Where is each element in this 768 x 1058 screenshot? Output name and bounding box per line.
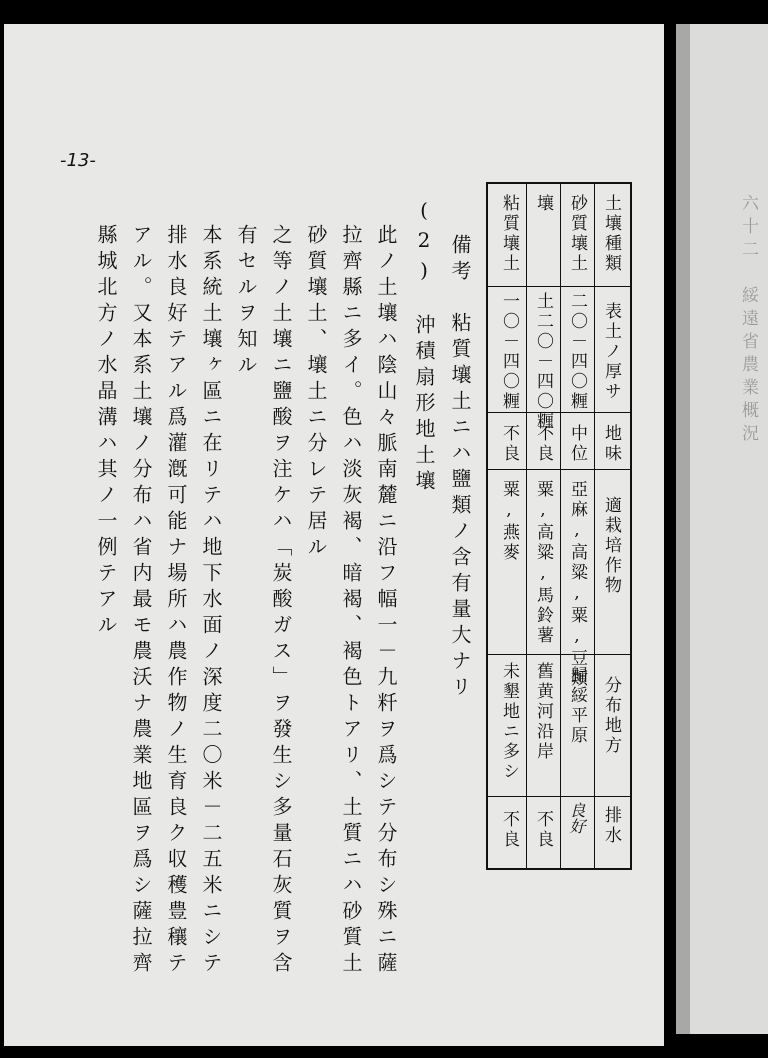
row3-region: 未墾地ニ多シ: [499, 662, 519, 782]
row2-quality: 不良: [533, 424, 553, 464]
row2-region: 舊黄河沿岸: [533, 662, 553, 762]
row3-crops: 粟,燕麥: [499, 480, 519, 563]
row1-crops: 亞麻,高粱,粟,豆類: [567, 480, 587, 689]
body-line-9: 縣城北方ノ水晶溝ハ其ノ一例テアル: [94, 224, 118, 640]
row3-quality: 不良: [499, 424, 519, 464]
body-line-2: 拉齊縣ニ多イ。色ハ淡灰褐、暗褐、褐色トアリ、土質ニハ砂質土: [339, 224, 363, 978]
page-number: -13-: [60, 150, 96, 171]
body-line-5: 有セルヲ知ル: [234, 224, 258, 380]
row3-thickness: 一〇－四〇糎: [499, 292, 519, 412]
body-line-6: 本系統土壤ヶ區ニ在リテハ地下水面ノ深度二〇米－二五米ニシテ: [199, 224, 223, 978]
body-line-4: 之等ノ土壤ニ鹽酸ヲ注ケハ「炭酸ガス」ヲ發生シ多量石灰質ヲ含: [269, 224, 293, 978]
row2-crops: 粟,高粱,馬鈴薯: [533, 480, 553, 646]
page-fold: [676, 24, 690, 1034]
facing-page-text: 六十二 綏遠省農業概況: [738, 194, 758, 447]
row2-drainage: 不良: [533, 810, 553, 850]
body-line-3: 砂質壤土、壤土ニ分レテ居ル: [304, 224, 328, 562]
row1-drainage: 良好: [567, 802, 586, 834]
row3-soil: 粘質壤土: [499, 194, 519, 274]
header-region: 分布地方: [601, 676, 621, 756]
facing-page-edge: [676, 24, 768, 1034]
row1-thickness: 二〇－四〇糎: [567, 292, 587, 412]
row1-quality: 中位: [567, 424, 587, 464]
body-line-7: 排水良好テアル爲灌漑可能ナ場所ハ農作物ノ生育良ク収穫豊穰テ: [164, 224, 188, 978]
table-remark: 備考 粘質壤土ニハ鹽類ノ含有量大ナリ: [448, 234, 472, 702]
soil-table: [486, 182, 632, 870]
body-line-8: アル。又本系土壤ノ分布ハ省内最モ農沃ナ農業地區ヲ爲シ薩拉齊: [129, 224, 153, 978]
header-drainage: 排水: [601, 806, 621, 846]
row1-region: 歸綏平原: [567, 666, 587, 746]
header-crops: 適栽培作物: [601, 496, 621, 596]
header-soil-type: 土壤種類: [601, 194, 621, 274]
row2-soil: 壤: [533, 194, 553, 214]
body-line-1: 此ノ土壤ハ陰山々脈南麓ニ沿フ幅一－九粁ヲ爲シテ分布シ殊ニ薩: [374, 224, 398, 978]
row3-drainage: 不良: [499, 810, 519, 850]
row1-soil: 砂質壤土: [567, 194, 587, 274]
row2-thickness: 土二〇－四〇糎: [533, 292, 553, 432]
header-quality: 地味: [601, 424, 621, 464]
section-title: (2) 沖積扇形地土壤: [412, 198, 436, 496]
header-thickness: 表土ノ厚サ: [601, 302, 621, 402]
